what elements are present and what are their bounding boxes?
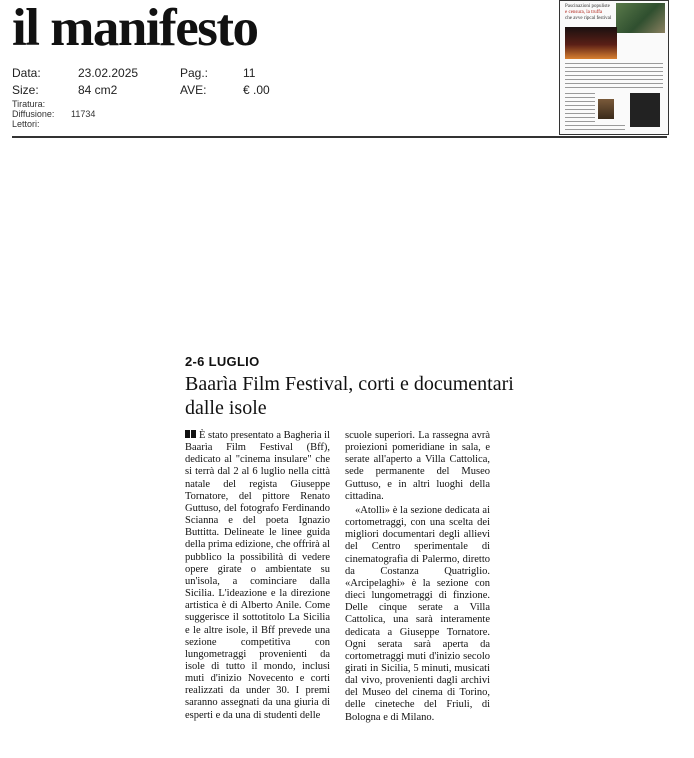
thumbnail-photo-stage [565, 27, 617, 59]
article-headline: Baarìa Film Festival, corti e documentari dalle isole [185, 373, 514, 419]
tiratura-label: Tiratura: [12, 99, 46, 109]
thumbnail-headline: Pascinazioni populiste e censura, la truffa che avve ripcal festival [565, 4, 612, 21]
header-divider [12, 136, 667, 138]
thumbnail-text-line [565, 79, 663, 80]
thumbnail-text-line [565, 75, 663, 76]
thumbnail-text-line [565, 87, 663, 88]
thumbnail-photo-portrait [598, 99, 614, 119]
thumbnail-dark-box [630, 93, 660, 127]
lettori-label: Lettori: [12, 119, 40, 129]
size-label: Size: [12, 83, 39, 97]
pag-value: 11 [243, 66, 256, 80]
lead-marker-icon [185, 430, 197, 438]
diffusione-label: Diffusione: [12, 109, 55, 119]
article-kicker: 2-6 LUGLIO [185, 354, 260, 369]
diffusione-value: 11734 [71, 109, 96, 119]
size-value: 84 cm2 [78, 83, 118, 97]
pag-label: Pag.: [180, 66, 209, 80]
thumbnail-text-line [565, 97, 595, 98]
thumbnail-photo-landscape [616, 3, 665, 33]
thumbnail-text-line [565, 121, 595, 122]
thumbnail-text-line [565, 117, 595, 118]
masthead-logo: il manifesto [12, 0, 258, 57]
article-column-1 [185, 430, 330, 722]
thumbnail-text-line [565, 125, 625, 126]
thumbnail-text-line [565, 101, 595, 102]
article-paragraph: «Atolli» è la sezione dedicata ai cortometraggi, con una scelta dei migliori documentari degli allievi del Centro sperimentale di cinematografia di Palermo, diretto da Costanza Quatriglio. «Arcipelaghi» è la sezione con dieci lungometraggi di finzione. Delle cinque serate a Villa Cattolica, una sarà interamente dedicata a Giuseppe Tornatore. Ogni serata sarà aperta da cortometraggi muti d'inizio secolo girati in Sicilia, 5 minuti, musicati dal vivo, provenienti dagli archivi del Museo del cinema di Torino, delle cineteche del Friuli, di Bologna e di Milano. [345, 504, 490, 723]
data-value: 23.02.2025 [78, 66, 139, 80]
thumbnail-text-line [565, 113, 595, 114]
thumbnail-text-line [565, 105, 595, 106]
thumbnail-text-line [565, 93, 595, 94]
thumbnail-text-line [565, 129, 625, 130]
article-paragraph: scuole superiori. La rassegna avrà proiezioni pomeridiane in sala, e serate all'aperto a Villa Cattolica, sede permanente del Museo Guttuso, e in altri luoghi della cittadina. [345, 430, 490, 502]
thumbnail-text-line [565, 67, 663, 68]
ave-label: AVE: [180, 83, 207, 97]
article-column-2 [345, 430, 490, 724]
data-label: Data: [12, 66, 41, 80]
thumbnail-text-line [565, 71, 663, 72]
page-thumbnail[interactable] [559, 0, 669, 135]
thumbnail-text-line [565, 83, 663, 84]
article-paragraph: È stato presentato a Bagheria il Baarìa Film Festival (Bff), dedicato al "cinema insulare" che si terrà dal 2 al 6 luglio nella città natale del regista Giuseppe Tornatore, del pittore Renato Guttuso, del fotografo Ferdinando Scianna e del poeta Ignazio Buttitta. Delineate le linee guida della prima edizione, che offrirà al pubblico la possibilità di vedere opere girate o ambientate su un'isola, a cominciare dalla Sicilia. L'ideazione e la direzione artistica è di Alberto Anile. Come suggerisce il sottotitolo La Sicilia e le altre isole, il Bff prevede una sezione competitiva con lungometraggi provenienti da isole di tutto il mondo, inclusi muti d'inizio Novecento e corti realizzati da under 30. I premi saranno assegnati da una giuria di esperti e da una di studenti delle [185, 430, 330, 721]
ave-value: € .00 [243, 83, 270, 97]
thumbnail-text-line [565, 63, 663, 64]
thumbnail-text-line [565, 109, 595, 110]
